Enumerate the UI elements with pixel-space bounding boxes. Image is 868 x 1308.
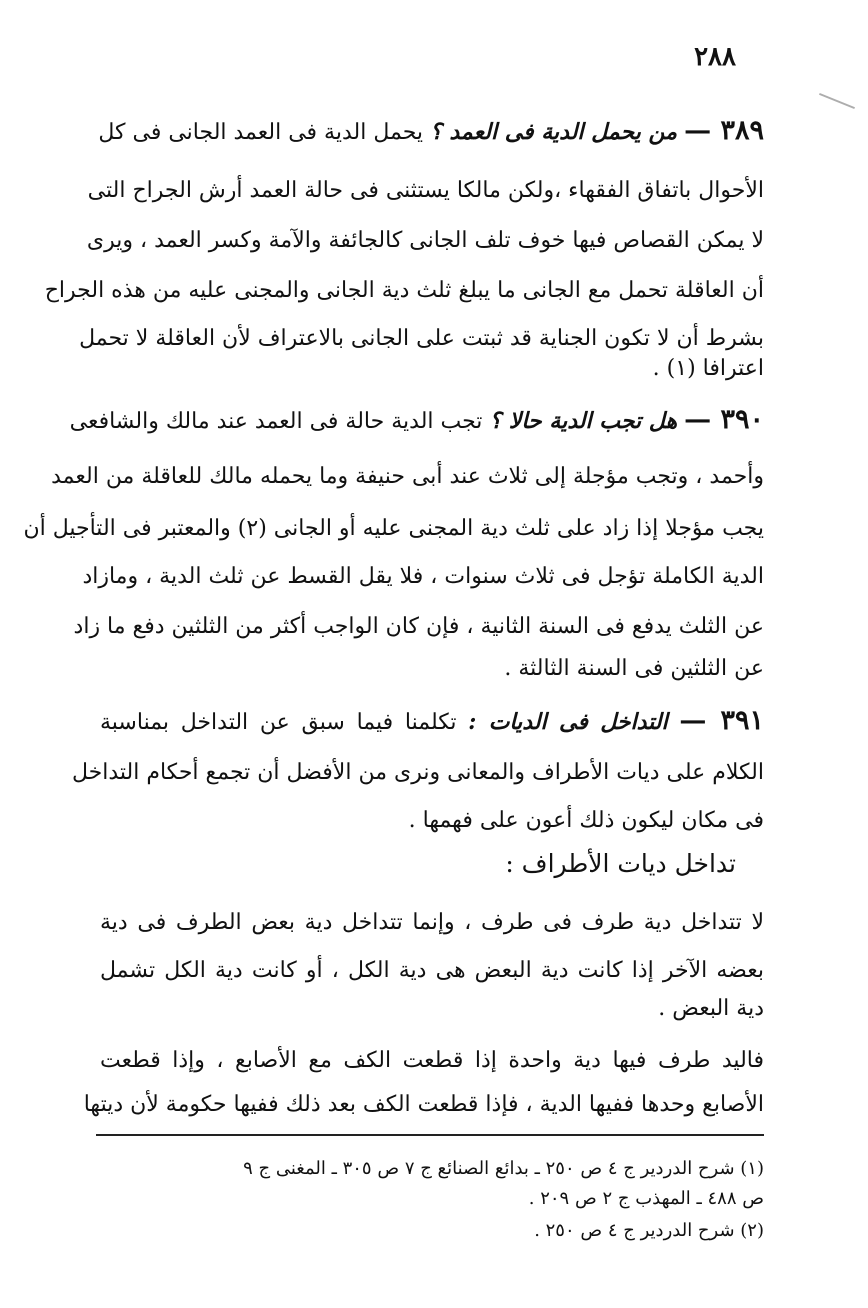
- section-391-title: التداخل فى الديات :: [468, 709, 668, 735]
- section-390-line: عن الثلث يدفع فى السنة الثانية ، فإن كان الواجب أكثر من الثلثين دفع ما زاد: [73, 614, 764, 639]
- section-389-line: أن العاقلة تحمل مع الجانى ما يبلغ ثلث دية الجانى والمجنى عليه من هذه الجراح: [44, 278, 764, 303]
- section-390-heading-line: [69, 404, 764, 437]
- paragraph-b-line: الأصابع وحدها ففيها الدية ، فإذا قطعت الكف بعد ذلك ففيها حكومة لأن ديتها: [83, 1092, 764, 1117]
- page-number: ٢٨٨: [694, 42, 736, 72]
- section-389-title: من يحمل الدية فى العمد ؟: [430, 119, 678, 145]
- section-390-line: عن الثلثين فى السنة الثالثة .: [504, 656, 764, 681]
- section-390-first-line-text: تجب الدية حالة فى العمد عند مالك والشافعى: [69, 409, 483, 434]
- section-389-line: بشرط أن لا تكون الجناية قد ثبتت على الجانى بالاعتراف لأن العاقلة لا تحمل: [79, 326, 764, 351]
- section-389-line: الأحوال باتفاق الفقهاء ،ولكن مالكا يستثنى فى حالة العمد أرش الجراح التى: [87, 178, 764, 203]
- paragraph-a-line: لا تتداخل دية طرف فى طرف ، وإنما تتداخل دية بعض الطرف فى دية: [100, 910, 764, 935]
- section-389-heading-line: [100, 116, 764, 148]
- section-390-line: وأحمد ، وتجب مؤجلة إلى ثلاث عند أبى حنيفة وما يحمله مالك للعاقلة من العمد: [51, 464, 764, 489]
- section-389-line: لا يمكن القصاص فيها خوف تلف الجانى كالجائفة والآمة وكسر العمد ، ويرى: [86, 228, 764, 253]
- paragraph-b-line: فاليد طرف فيها دية واحدة إذا قطعت الكف مع الأصابع ، وإذا قطعت: [100, 1048, 764, 1073]
- footnote-divider: [96, 1134, 764, 1136]
- paragraph-a-line: بعضه الآخر إذا كانت دية البعض هى دية الكل ، أو كانت دية الكل تشمل: [100, 958, 764, 983]
- section-390-line: الدية الكاملة تؤجل فى ثلاث سنوات ، فلا يقل القسط عن ثلث الدية ، ومازاد: [82, 564, 764, 589]
- scan-artifact-mark: [819, 93, 855, 109]
- footnote-2: (٢) شرح الدردير ج ٤ ص ٢٥٠ .: [534, 1220, 764, 1241]
- section-390-line: يجب مؤجلا إذا زاد على ثلث دية المجنى عليه أو الجانى (٢) والمعتبر فى التأجيل أن: [23, 516, 764, 541]
- section-390-title: هل تجب الدية حالا ؟: [489, 408, 678, 434]
- footnote-1-line: (١) شرح الدردير ج ٤ ص ٢٥٠ ـ بدائع الصنائع ج ٧ ص ٣٠٥ ـ المغنى ج ٩: [243, 1158, 764, 1179]
- section-391-line: فى مكان ليكون ذلك أعون على فهمها .: [408, 808, 764, 833]
- section-390-number: ٣٩٠ —: [684, 404, 764, 435]
- section-389-first-line-text: يحمل الدية فى العمد الجانى فى كل: [98, 120, 424, 145]
- section-391-first-line-text: تكلمنا فيما سبق عن التداخل بمناسبة: [100, 710, 457, 735]
- section-389-number: ٣٨٩ —: [684, 115, 764, 146]
- section-391-line: الكلام على ديات الأطراف والمعانى ونرى من الأفضل أن تجمع أحكام التداخل: [71, 760, 764, 785]
- footnote-1-line: ص ٤٨٨ ـ المهذب ج ٢ ص ٢٠٩ .: [528, 1188, 764, 1209]
- section-389-line: اعترافا (١) .: [652, 356, 764, 381]
- section-391-heading-line: [100, 706, 764, 738]
- paragraph-a-line: دية البعض .: [658, 996, 764, 1021]
- subheading-limb-diyat: تداخل ديات الأطراف :: [505, 849, 736, 878]
- section-391-number: ٣٩١ —: [679, 705, 764, 736]
